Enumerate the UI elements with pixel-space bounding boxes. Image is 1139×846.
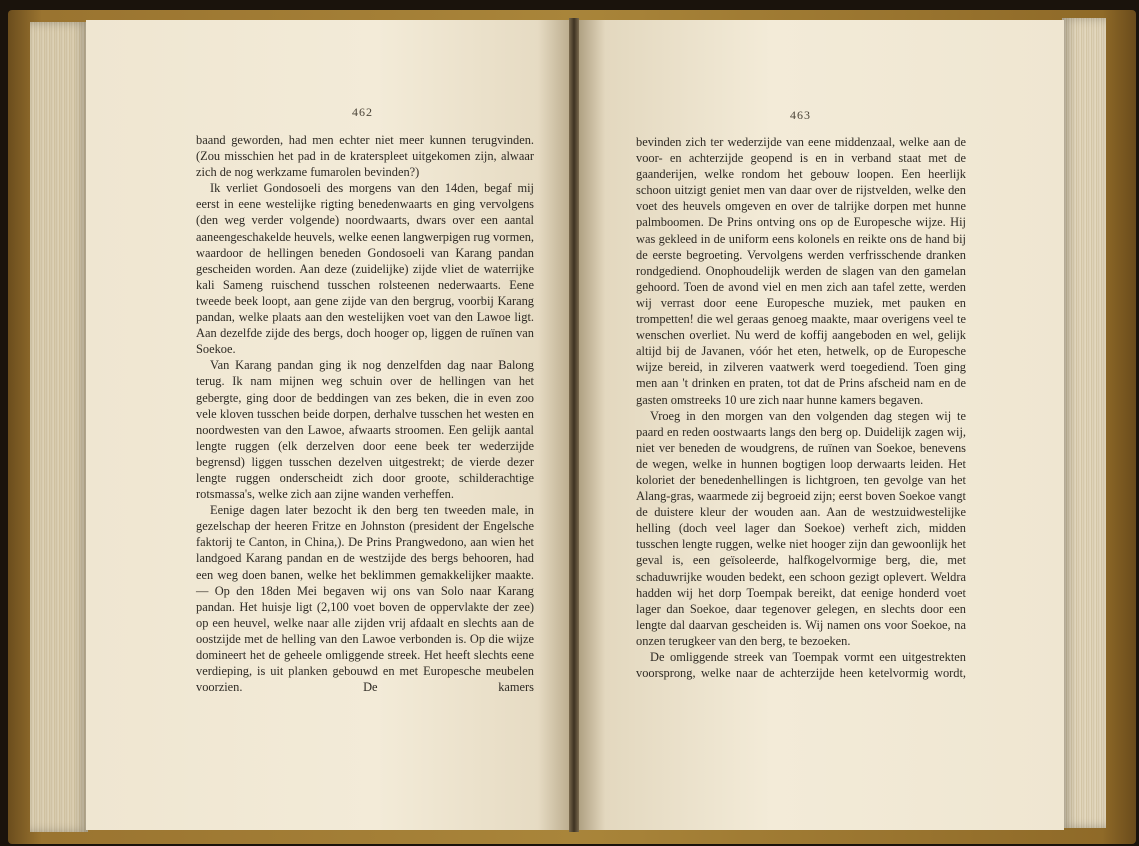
right-paragraph: De omliggende streek van Toempak vormt een uitgestrekten voorsprong, welke naar de achterzijde heen ketelvormig wordt, (636, 650, 966, 681)
left-paragraph: Ik verliet Gondosoeli des morgens van den 14den, begaf mij eerst in eene westelijke rigting benedenwaarts en ging vervolgens (den weg verder volgende) noordwaarts, dwars over een aantal aaneengeschakelde heuvels, welke eenen langwerpigen rug vormen, waardoor de hellingen beneden Gondosoeli van Karang pandan gescheiden worden. Aan deze (zuidelijke) zijde vliet de waterrijke kali Sameng ruischend tusschen rolsteenen nederwaarts. Eene tweede beek loopt, aan gene zijde van den bergrug, voorbij Karang pandan, welke plaats aan den westelijken voet van den Lawoe ligt. Aan dezelfde zijde des bergs, doch hooger op, liggen de ruïnen van Soekoe. (196, 181, 534, 357)
left-paragraph: Eenige dagen later bezocht ik den berg ten tweeden male, in gezelschap der heeren Fritze en Johnston (president der Engelsche faktorij te Canton, in China,). De Prins Prangwedono, aan wien het landgoed Karang pandan en de westzijde des bergs behooren, had een weg doen banen, welke het beklimmen gemakkelijker maakte. — Op den 18den Mei begaven wij ons van Solo naar Karang pandan. Het huisje ligt (2,100 voet boven de oppervlakte der zee) op een heuvel, welke naar alle zijden vrij afdaalt en slechts aan de oostzijde met de helling van den Lawoe verbonden is. Op die wijze domineert het de geheele omliggende streek. Het heeft slechts eene verdieping, is uit planken gebouwd en met Europesche meubelen voorzien. De kamers (196, 503, 534, 695)
left-page-number: 462 (352, 105, 373, 119)
right-page-text (636, 134, 966, 681)
right-paragraph: bevinden zich ter wederzijde van eene middenzaal, welke aan de voor- en achterzijde geopend is en in verband staat met de gaanderijen, welke rondom het gebouw loopen. Een heerlijk schoon uitzigt geniet men van daar over de rijstvelden, welke den voet des heuvels omgeven en over de talrijke dorpen met hunne palmboomen. De Prins ontving ons op de Europesche wijze. Hij was gekleed in de uniform eens kolonels en reikte ons de hand bij de eerste begroeting. Vervolgens werden verfrisschende dranken rondgediend. Onophoudelijk werden de slagen van den gamelan gehoord. Toen de avond viel en men zich aan tafel zette, werden wij verrast door eene Europesche muziek, met pauken en trompetten! die wel geraas genoeg maakte, maar overigens veel te wenschen overliet. Nu werd de koffij aangeboden en wel, gelijk altijd bij de Javanen, vóór het eten, hetwelk, op de Europesche wijze bereid, in zilveren vaatwerk werd toegediend. Toen ging men aan 't drinken en praten, tot dat de Prins afscheid nam en de gasten omstreeks 10 ure zich naar hunne kamers begaven. (636, 135, 966, 407)
book-gutter (569, 18, 579, 832)
right-page-block-edge (1062, 18, 1106, 828)
right-paragraph: Vroeg in den morgen van den volgenden dag stegen wij te paard en reden oostwaarts langs den berg op. Duidelijk zagen wij, niet ver beneden de woudgrens, de ruïnen van Soekoe, benevens de wegen, welke in hunnen bogtigen loop derwaarts leiden. Het koloriet der benedenhellingen is lichtgroen, ten gevolge van het Alang-gras, waarmede zij begroeid zijn; eerst boven Soekoe vangt de duistere kleur der wouden aan. Aan de westzuidwestelijke helling (doch veel lager dan Soekoe) verheft zich, midden tusschen lengte ruggen, welke niet hooger zijn dan gewoonlijk het geval is, een geïsoleerde, halfkogelvormige berg, die, met schaduwrijke wouden bedekt, een schoon gezigt oplevert. Weldra hadden wij het dorp Toempak bereikt, dat eenige honderd voet lager dan Soekoe, daar tegenover gelegen, en slechts door een lengte dal daarvan gescheiden is. Wij namen ons voor Soekoe, na onzen terugkeer van den berg, te bezoeken. (636, 408, 966, 648)
left-paragraph: Van Karang pandan ging ik nog denzelfden dag naar Balong terug. Ik nam mijnen weg schuin over de hellingen van het gebergte, ging door de beddingen van zes beken, die in even zoo vele kloven tusschen beide dorpen, derhalve tusschen het westen en noordwesten van den Lawoe, afwaarts stroomen. Een gelijk aantal lengte ruggen (elk derzelven door eene beek ter wederzijde begrensd) liggen tusschen dezelven uitgestrekt; de vierde dezer lengte ruggen onderscheidt zich door groote, schilderachtige rotsmassa's, welke zich aan zijne wanden verheffen. (196, 358, 534, 502)
left-page-block-edge (30, 22, 88, 832)
left-paragraph: baand geworden, had men echter niet meer kunnen terugvinden. (Zou misschien het pad in de kraterspleet uitgekomen zijn, alwaar zich de nog werkzame fumarolen bevinden?) (196, 133, 534, 180)
left-page-text (196, 132, 534, 695)
right-page-number: 463 (790, 108, 811, 122)
